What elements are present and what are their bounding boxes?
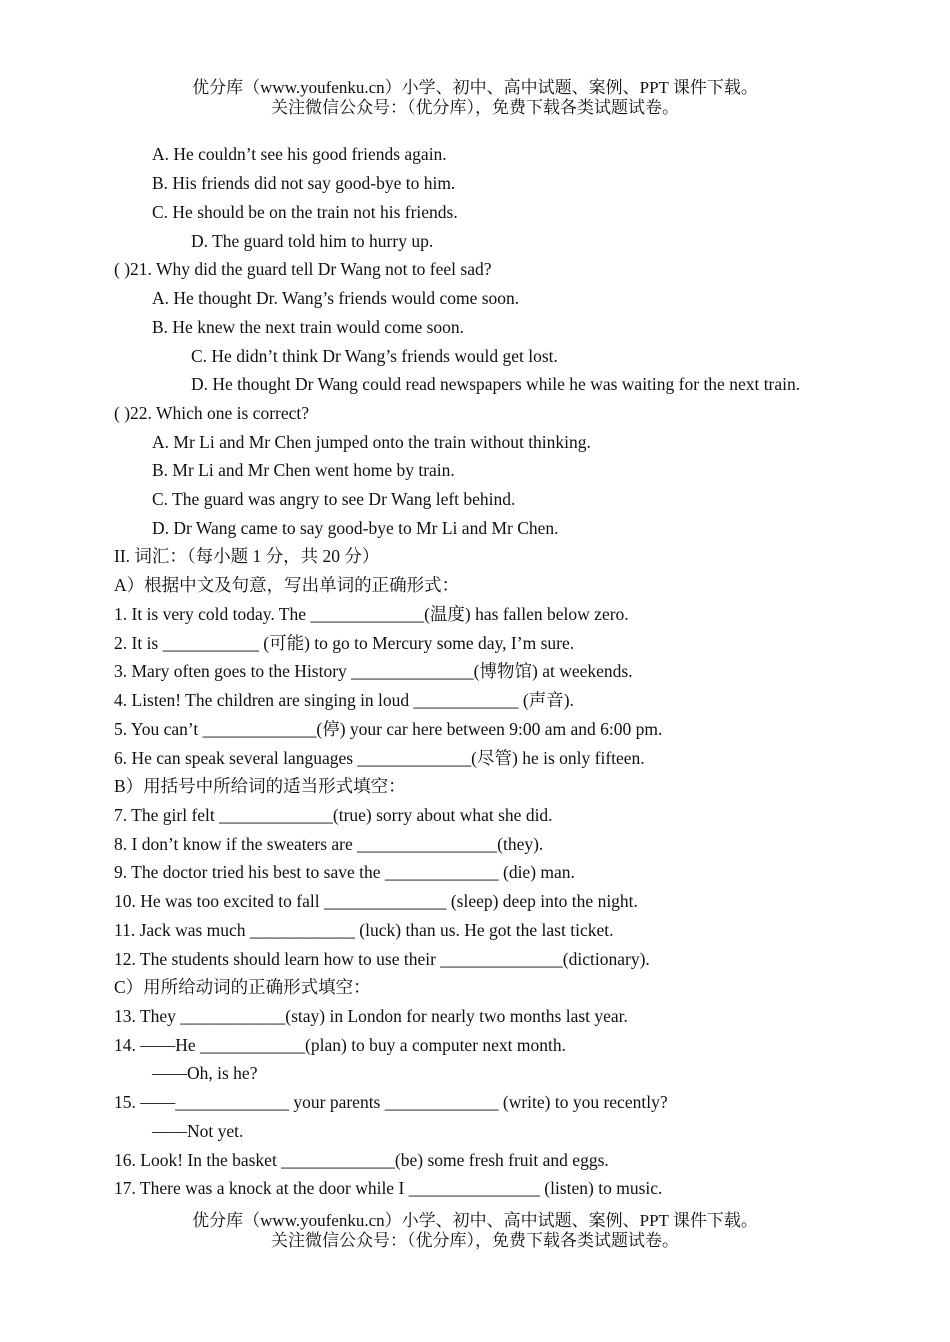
vocab-question-7: 7. The girl felt _____________(true) sorry about what she did.: [114, 805, 553, 825]
footer-line-1: 优分库（www.youfenku.cn）小学、初中、高中试题、案例、PPT 课件下载。: [192, 1211, 758, 1230]
vocab-question-17: 17. There was a knock at the door while I _______________ (listen) to music.: [114, 1178, 663, 1198]
vocab-question-14-reply: ——Oh, is he?: [152, 1063, 258, 1083]
vocab-question-3: 3. Mary often goes to the History ______________(博物馆) at weekends.: [114, 661, 633, 681]
q21-option-c: C. He didn’t think Dr Wang’s friends would get lost.: [191, 346, 558, 366]
vocab-question-15-reply: ——Not yet.: [152, 1121, 244, 1141]
footer-line-2: 关注微信公众号：（优分库），免费下载各类试题试卷。: [271, 1231, 679, 1250]
q22-option-c: C. The guard was angry to see Dr Wang left behind.: [152, 489, 516, 509]
vocab-question-10: 10. He was too excited to fall ______________ (sleep) deep into the night.: [114, 891, 638, 911]
q21-stem: ( )21. Why did the guard tell Dr Wang not to feel sad?: [114, 259, 492, 279]
header-line-1: 优分库（www.youfenku.cn）小学、初中、高中试题、案例、PPT 课件下载。: [192, 78, 758, 97]
q22-option-a: A. Mr Li and Mr Chen jumped onto the train without thinking.: [152, 432, 591, 452]
vocab-question-9: 9. The doctor tried his best to save the _____________ (die) man.: [114, 862, 575, 882]
vocab-question-1: 1. It is very cold today. The _____________(温度) has fallen below zero.: [114, 604, 629, 624]
vocab-question-2: 2. It is ___________ (可能) to go to Mercury some day, I’m sure.: [114, 633, 575, 653]
vocab-question-5: 5. You can’t _____________(停) your car here between 9:00 am and 6:00 pm.: [114, 719, 663, 739]
q20-option-b: B. His friends did not say good-bye to him.: [152, 173, 456, 193]
vocab-question-15: 15. ——_____________ your parents _____________ (write) to you recently?: [114, 1092, 668, 1112]
section-title: II. 词汇：（每小题 1 分，共 20 分）: [114, 546, 380, 566]
q20-option-c: C. He should be on the train not his friends.: [152, 202, 458, 222]
vocab-question-13: 13. They ____________(stay) in London for nearly two months last year.: [114, 1006, 628, 1026]
vocab-question-8: 8. I don’t know if the sweaters are ________________(they).: [114, 834, 544, 854]
q22-option-b: B. Mr Li and Mr Chen went home by train.: [152, 460, 455, 480]
header-line-2: 关注微信公众号：（优分库），免费下载各类试题试卷。: [271, 98, 679, 117]
q22-option-d: D. Dr Wang came to say good-bye to Mr Li and Mr Chen.: [152, 518, 559, 538]
vocab-question-12: 12. The students should learn how to use their ______________(dictionary).: [114, 949, 650, 969]
part-c-instruction: C）用所给动词的正确形式填空：: [114, 977, 371, 997]
vocab-question-14: 14. ——He ____________(plan) to buy a computer next month.: [114, 1035, 567, 1055]
q21-option-a: A. He thought Dr. Wang’s friends would come soon.: [152, 288, 520, 308]
part-b-instruction: B）用括号中所给词的适当形式填空：: [114, 776, 406, 796]
q21-option-d: D. He thought Dr Wang could read newspapers while he was waiting for the next train.: [191, 374, 801, 394]
vocab-question-16: 16. Look! In the basket _____________(be) some fresh fruit and eggs.: [114, 1150, 609, 1170]
vocab-question-4: 4. Listen! The children are singing in loud ____________ (声音).: [114, 690, 574, 710]
vocab-question-11: 11. Jack was much ____________ (luck) than us. He got the last ticket.: [114, 920, 614, 940]
vocab-question-6: 6. He can speak several languages _____________(尽管) he is only fifteen.: [114, 748, 645, 768]
part-a-instruction: A）根据中文及句意，写出单词的正确形式：: [114, 575, 460, 595]
q21-option-b: B. He knew the next train would come soon.: [152, 317, 465, 337]
q22-stem: ( )22. Which one is correct?: [114, 403, 310, 423]
q20-option-a: A. He couldn’t see his good friends again.: [152, 144, 447, 164]
q20-option-d: D. The guard told him to hurry up.: [191, 231, 434, 251]
